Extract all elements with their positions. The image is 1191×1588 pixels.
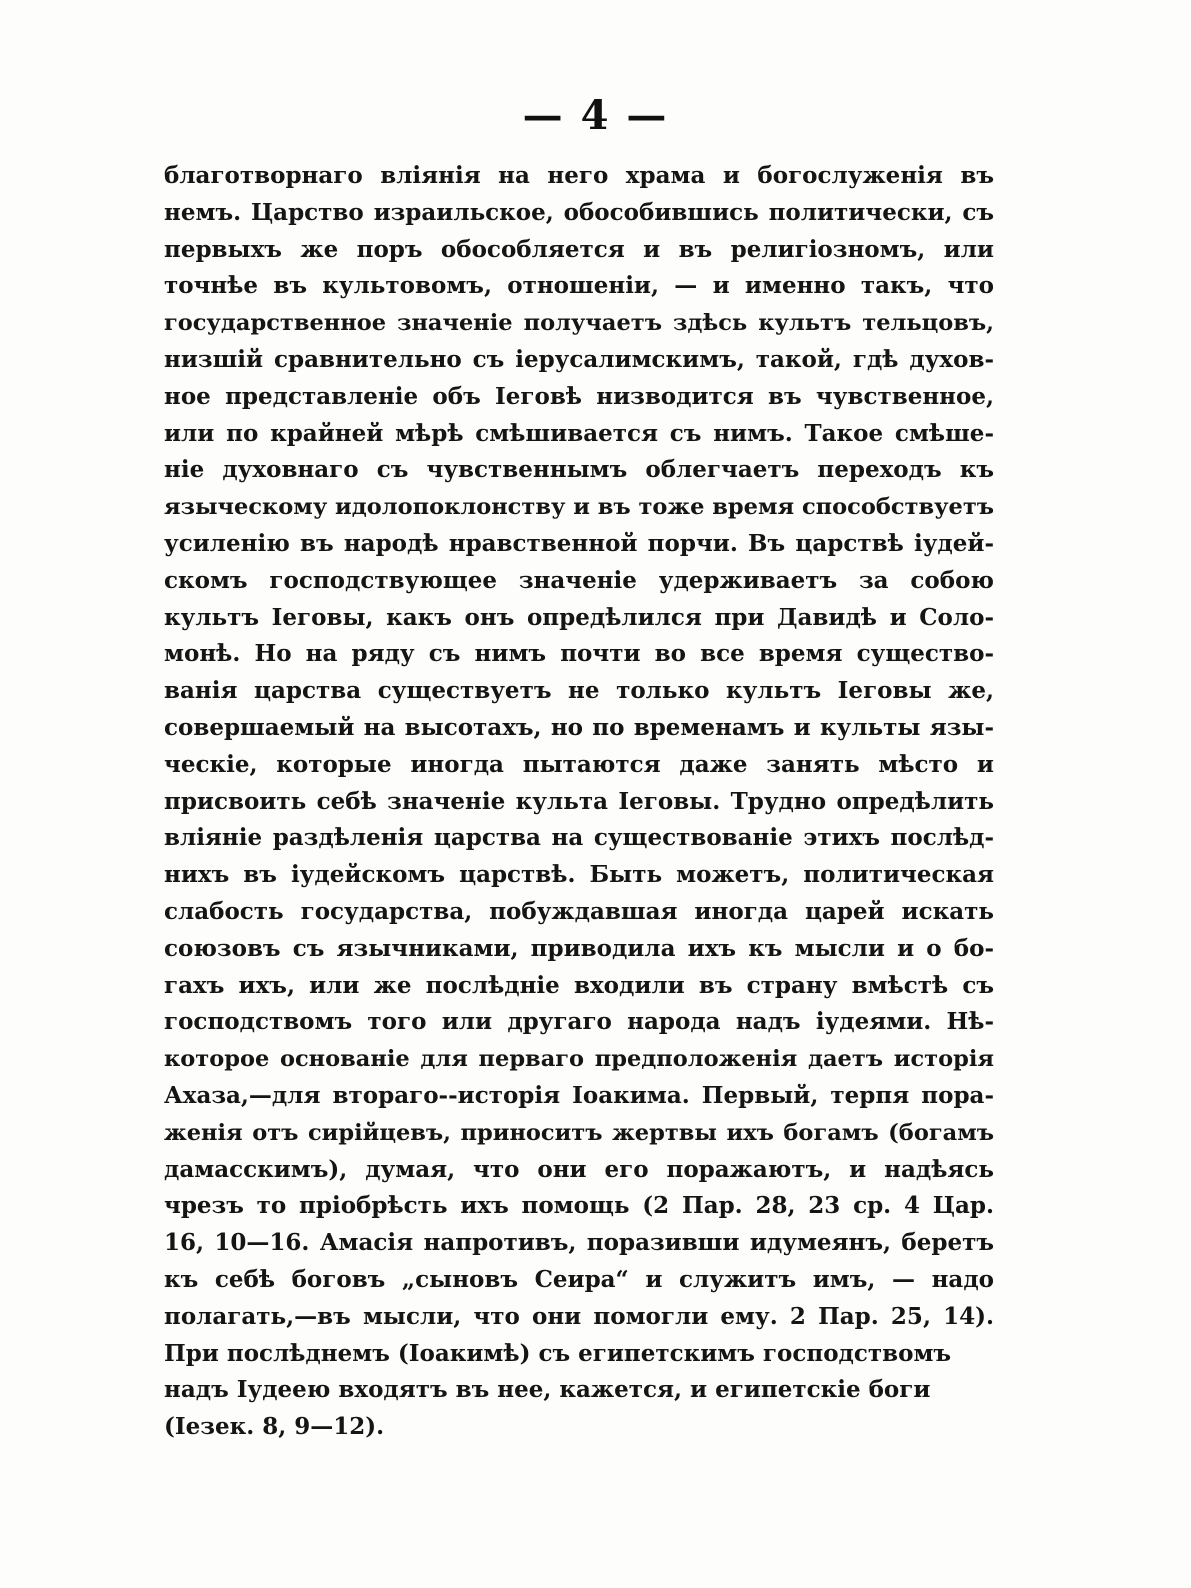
body-text [164,158,994,1446]
text-line: женія отъ сирійцевъ, приноситъ жертвы ихъ богамъ (богамъ [164,1119,994,1146]
text-line: надъ Іудеею входятъ въ нее, кажется, и египетскіе боги [164,1376,931,1404]
text-line: которое основаніе для перваго предположенія даетъ исторія [164,1046,994,1073]
text-line: ное представленіе объ Іеговѣ низводится въ чувственное, [164,382,994,410]
text-line: При послѣднемъ (Іоакимѣ) съ египетскимъ господствомъ [164,1339,952,1367]
text-line: первыхъ же поръ обособляется и въ религіозномъ, или [164,235,994,263]
text-line: скомъ господствующее значеніе удерживаетъ за собою [164,566,994,594]
text-line: 16, 10—16. Амасія напротивъ, поразивши идумеянъ, беретъ [164,1229,994,1257]
text-line: гахъ ихъ, или же послѣдніе входили въ страну вмѣстѣ съ [164,971,994,999]
text-line: дамасскимъ), думая, что они его поражаютъ, и надѣясь [164,1155,994,1183]
text-line: государственное значеніе получаетъ здѣсь культъ тельцовъ, [164,310,994,337]
text-line: совершаемый на высотахъ, но по временамъ и культы язы- [164,713,994,741]
text-line: низшій сравнительно съ іерусалимскимъ, такой, гдѣ духов- [164,345,994,373]
text-line: Ахаза,—для втораго--исторія Іоакима. Первый, терпя пора- [164,1081,994,1109]
text-line: или по крайней мѣрѣ смѣшивается съ нимъ. Такое смѣше- [164,419,994,447]
text-line: ческіе, которые иногда пытаются даже занять мѣсто и [164,750,994,778]
page-number: — 4 — [522,92,669,139]
text-line: полагать,—въ мысли, что они помогли ему. 2 Пар. 25, 14). [164,1302,994,1330]
text-line: присвоить себѣ значеніе культа Іеговы. Трудно опредѣлить [164,787,994,815]
text-line: немъ. Царство израильское, обособившись политически, съ [164,198,994,226]
text-line: къ себѣ боговъ „сыновъ Сеира“ и служитъ имъ, — надо [164,1265,994,1293]
text-line: благотворнаго вліянія на него храма и богослуженія въ [164,162,994,189]
text-line: усиленію въ народѣ нравственной порчи. Въ царствѣ іудей- [164,529,994,557]
text-line: точнѣе въ культовомъ, отношеніи, — и именно такъ, что [164,272,994,300]
text-line: монѣ. Но на ряду съ нимъ почти во все время существо- [164,640,994,668]
text-line: господствомъ того или другаго народа надъ іудеями. Нѣ- [164,1008,994,1036]
text-line: нихъ въ іудейскомъ царствѣ. Быть можетъ, политическая [164,861,994,889]
text-line: слабость государства, побуждавшая иногда царей искать [164,897,994,925]
text-line: (Іезек. 8, 9—12). [164,1413,385,1441]
text-line: союзовъ съ язычниками, приводила ихъ къ мысли и о бо- [164,934,994,962]
text-line: чрезъ то пріобрѣсть ихъ помощь (2 Пар. 28, 23 ср. 4 Цар. [164,1192,994,1220]
text-line: культъ Іеговы, какъ онъ опредѣлился при Давидѣ и Соло- [164,603,994,631]
text-line: вліяніе раздѣленія царства на существованіе этихъ послѣд- [164,824,994,852]
text-line: ванія царства существуетъ не только культъ Іеговы же, [164,677,994,705]
text-line: языческому идолопоклонству и въ тоже время способствуетъ [164,494,995,521]
text-line: ніе духовнаго съ чувственнымъ облегчаетъ переходъ къ [164,456,994,484]
